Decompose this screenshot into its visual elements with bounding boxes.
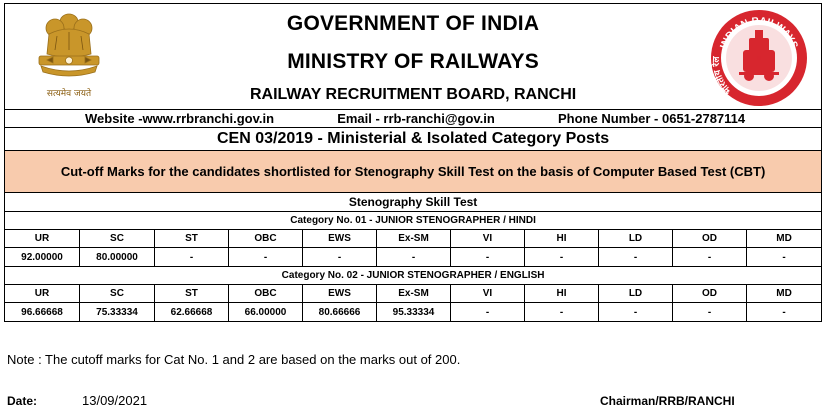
- cutoff-cell: -: [673, 248, 747, 267]
- cutoff-cell: 66.00000: [229, 303, 303, 322]
- cutoff-cell: -: [747, 248, 822, 267]
- column-header: EWS: [303, 230, 377, 248]
- column-header: UR: [5, 230, 80, 248]
- column-header: VI: [451, 285, 525, 303]
- table-row: [5, 303, 822, 322]
- cutoff-cell: -: [747, 303, 822, 322]
- column-header: HI: [525, 230, 599, 248]
- government-title: GOVERNMENT OF INDIA: [286, 12, 540, 35]
- column-header: OD: [673, 230, 747, 248]
- date-value: 13/09/2021: [82, 393, 148, 408]
- column-header: ST: [155, 285, 229, 303]
- column-header: MD: [747, 230, 822, 248]
- cutoff-cell: 62.66668: [155, 303, 229, 322]
- column-header: SC: [80, 230, 155, 248]
- phone-text: Phone Number - 0651-2787114: [557, 111, 746, 126]
- cutoff-cell: 80.66666: [303, 303, 377, 322]
- indian-railways-logo-icon: [709, 8, 809, 108]
- cutoff-cell: -: [599, 248, 673, 267]
- column-header: VI: [451, 230, 525, 248]
- category-title-01: Category No. 01 - JUNIOR STENOGRAPHER / HINDI: [5, 212, 822, 230]
- cutoff-cell: 95.33334: [377, 303, 451, 322]
- cutoff-cell: -: [525, 248, 599, 267]
- cutoff-cell: -: [229, 248, 303, 267]
- cutoff-cell: -: [155, 248, 229, 267]
- table-row: [5, 248, 822, 267]
- cutoff-cell: -: [377, 248, 451, 267]
- cutoff-cell: -: [451, 248, 525, 267]
- emblem-motto: सत्यमेव जयते: [46, 89, 92, 99]
- column-header-row: [5, 285, 822, 303]
- note-text: Note : The cutoff marks for Cat No. 1 and 2 are based on the marks out of 200.: [7, 352, 461, 367]
- cutoff-cell: 80.00000: [80, 248, 155, 267]
- column-header: Ex-SM: [377, 230, 451, 248]
- skill-test-title: Stenography Skill Test: [5, 193, 822, 212]
- cutoff-cell: 92.00000: [5, 248, 80, 267]
- cen-title: CEN 03/2019 - Ministerial & Isolated Category Posts: [5, 128, 822, 151]
- notice-sheet: [4, 3, 821, 322]
- cutoff-banner: Cut-off Marks for the candidates shortlisted for Stenography Skill Test on the basis of Computer Based Test (CBT): [5, 151, 822, 193]
- category-title-02: Category No. 02 - JUNIOR STENOGRAPHER / ENGLISH: [5, 267, 822, 285]
- column-header: EWS: [303, 285, 377, 303]
- column-header: HI: [525, 285, 599, 303]
- column-header: OD: [673, 285, 747, 303]
- email-text: Email - rrb-ranchi@gov.in: [337, 111, 495, 126]
- cutoff-cell: 75.33334: [80, 303, 155, 322]
- column-header: LD: [599, 285, 673, 303]
- cutoff-cell: -: [303, 248, 377, 267]
- column-header: UR: [5, 285, 80, 303]
- website-text: Website -www.rrbranchi.gov.in: [85, 111, 275, 126]
- column-header-row: [5, 230, 822, 248]
- column-header: OBC: [229, 285, 303, 303]
- date-label: Date:: [7, 394, 38, 408]
- logo-top-text: INDIAN RAILWAYS: [718, 15, 800, 51]
- cutoff-cell: 96.66668: [5, 303, 80, 322]
- notice-table: [4, 3, 822, 322]
- column-header: OBC: [229, 230, 303, 248]
- board-title: RAILWAY RECRUITMENT BOARD, RANCHI: [249, 86, 577, 103]
- ministry-title: MINISTRY OF RAILWAYS: [287, 50, 539, 73]
- column-header: ST: [155, 230, 229, 248]
- contact-strip: [5, 110, 822, 128]
- column-header: SC: [80, 285, 155, 303]
- cutoff-cell: -: [451, 303, 525, 322]
- signatory-text: Chairman/RRB/RANCHI: [600, 394, 735, 408]
- cutoff-cell: -: [525, 303, 599, 322]
- logo-hindi-text: भारतीय रेल: [711, 56, 735, 96]
- column-header: Ex-SM: [377, 285, 451, 303]
- cutoff-cell: -: [599, 303, 673, 322]
- column-header: LD: [599, 230, 673, 248]
- column-header: MD: [747, 285, 822, 303]
- letterhead: [5, 4, 822, 110]
- cutoff-cell: -: [673, 303, 747, 322]
